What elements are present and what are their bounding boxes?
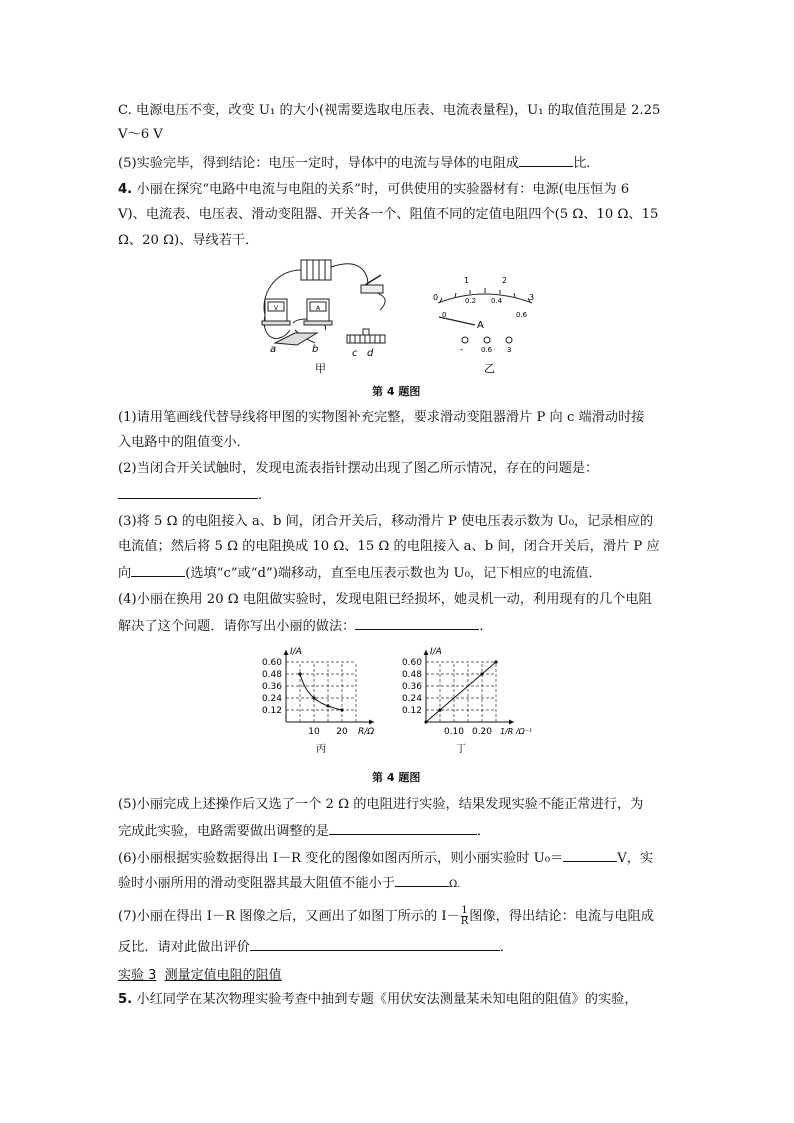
sub6-text: (6)小丽根据实验数据得出 I－R 变化的图像如图丙所示，则小丽实验时 U₀＝ [118, 851, 564, 866]
battery-icon [301, 260, 331, 280]
answer-blank[interactable] [395, 872, 449, 887]
fraction-1-over-R [461, 906, 469, 927]
y-tick-label: 0.24 [261, 694, 282, 704]
y-axis-label: I/A [290, 647, 302, 657]
y-axis-arrow [284, 650, 289, 655]
ammeter-dial [438, 288, 535, 325]
meter-top-3: 3 [529, 293, 535, 302]
answer-blank[interactable] [329, 820, 477, 835]
data-point [424, 720, 427, 723]
data-point [480, 672, 483, 675]
chart-title: 丁 [456, 744, 466, 755]
y-tick-label: 0.12 [261, 706, 282, 716]
sub4-text: 解决了这个问题．请你写出小丽的做法： [118, 619, 356, 634]
meter-top-0: 0 [433, 293, 439, 302]
option-c-line: C. 电源电压不变，改变 U₁ 的大小(视需要选取电压表、电流表量程)，U₁ 的取值范围是 2.25 [118, 103, 661, 118]
x-axis-arrow [509, 720, 514, 725]
figure-circuit [255, 255, 555, 375]
label-c: c [352, 348, 358, 359]
terminal-neg [462, 337, 468, 343]
x-tick-label: 20 [336, 727, 348, 737]
sub7-text-2: 反比．请对此做出评价 [118, 940, 250, 955]
series-line [426, 662, 496, 722]
y-tick-label: 0.60 [401, 658, 422, 668]
y-axis-label: I/A [430, 647, 442, 657]
sub5-text: 完成此实验，电路需要做出调整的是 [118, 824, 329, 839]
question-4-number: 4. [118, 182, 133, 197]
sub2-answer [118, 484, 678, 506]
terminal-3 [506, 337, 512, 343]
sub1-line-1: (1)请用笔画线代替导线将甲图的实物图补充完整，要求滑动变阻器滑片 P 向 c 端滑动时接 [118, 410, 645, 425]
label-jia: 甲 [315, 362, 326, 375]
sub2-line: (2)当闭合开关试触时，发现电流表指针摆动出现了图乙所示情况，存在的问题是： [118, 461, 599, 476]
y-tick-label: 0.36 [401, 682, 422, 692]
sub6-line-2 [118, 872, 678, 895]
meter-unit: A [477, 320, 484, 331]
voltmeter-icon [262, 299, 290, 325]
section-label: 实验 3 [118, 968, 157, 983]
sub3-line-2: 电流值；然后将 5 Ω 的电阻换成 10 Ω、15 Ω 的电阻接入 a、b 间，闭合开关后，滑片 P 应 [118, 539, 660, 554]
label-yi: 乙 [484, 362, 495, 375]
sub3-line-3 [118, 562, 678, 584]
data-point [298, 672, 301, 675]
sub5-line-1: (5)小丽完成上述操作后又选了一个 2 Ω 的电阻进行实验，结果发现实验不能正常进行，为 [118, 797, 644, 812]
sub5-line-2 [118, 820, 678, 842]
sub4-line-2 [118, 615, 678, 637]
data-point [340, 708, 343, 711]
rheostat-icon [347, 329, 385, 343]
sub5-tail: 比． [573, 156, 600, 171]
switch-icon [361, 275, 383, 293]
chart-ding [388, 644, 548, 759]
sub6-unit: Ω. [448, 879, 461, 890]
sub6-text-2: 验时小丽所用的滑动变阻器其最大阻值不能小于 [118, 876, 395, 891]
answer-blank[interactable] [563, 847, 617, 862]
figure-caption-1: 第 4 题图 [372, 385, 421, 398]
data-point [494, 660, 497, 663]
y-tick-label: 0.48 [261, 670, 282, 680]
answer-blank[interactable] [118, 484, 258, 499]
sub4-line-1: (4)小丽在换用 20 Ω 电阻做实验时，发现电阻已经损坏，她灵机一动，利用现有的几个电阻 [118, 592, 652, 607]
answer-blank[interactable] [355, 615, 479, 630]
sub3-line-1: (3)将 5 Ω 的电阻接入 a、b 间，闭合开关后，移动滑片 P 使电压表示数为 U₀，记录相应的 [118, 514, 654, 529]
section-heading [118, 964, 282, 983]
meter-bot-3: 0.6 [516, 311, 528, 319]
question-4-line-2: V)、电流表、电压表、滑动变阻器、开关各一个、阻值不同的定值电阻四个(5 Ω、10 Ω、15 [118, 207, 659, 222]
meter-bot-1: 0.2 [465, 297, 477, 305]
figure-caption-2: 第 4 题图 [372, 771, 421, 784]
sub6-tail: V，实 [617, 851, 654, 866]
sub7-text: (7)小丽在得出 I－R 图像之后，又画出了如图丁所示的 I－ [118, 909, 460, 924]
y-tick-label: 0.12 [401, 706, 422, 716]
sub2-period: ． [258, 488, 272, 503]
sub5-text: (5)实验完毕，得到结论：电压一定时，导体中的电流与导体的电阻成 [118, 156, 520, 171]
option-c-line-2: V～6 V [118, 127, 163, 142]
sub7-period: ． [499, 940, 514, 955]
question-5-line [118, 990, 678, 1010]
meter-bot-2: 0.4 [491, 297, 503, 305]
y-axis-arrow [424, 650, 429, 655]
question-5-sub [118, 152, 678, 174]
x-axis-label: 1/R /Ω⁻¹ [500, 727, 533, 736]
chart-bing [248, 644, 398, 759]
y-tick-label: 0.60 [261, 658, 282, 668]
series-line [300, 674, 342, 710]
label-d: d [367, 348, 374, 359]
label-a: a [270, 344, 277, 355]
answer-blank[interactable] [519, 152, 573, 167]
data-point [438, 708, 441, 711]
sub3-prefix: 向 [118, 566, 132, 581]
sub3-tail: (选填“c”或“d”)端移动，直至电压表示数也为 U₀，记下相应的电流值． [185, 566, 602, 581]
meter-top-1: 1 [464, 276, 470, 285]
sub4-period: ． [479, 619, 493, 634]
meter-bot-0: 0 [442, 311, 447, 319]
sub7-tail: 图像，得出结论：电流与电阻成 [469, 909, 654, 924]
q5-text: 小红同学在某次物理实验考查中抽到专题《用伏安法测量某未知电阻的阻值》的实验， [132, 992, 638, 1007]
sub1-line-2: 入电路中的阻值变小． [118, 435, 250, 450]
data-point [326, 704, 329, 707]
terminal-label-3: 3 [507, 346, 512, 354]
x-axis-label: R/Ω [358, 727, 375, 737]
data-point [312, 696, 315, 699]
question-4-line-1 [118, 180, 678, 200]
y-tick-label: 0.36 [261, 682, 282, 692]
answer-blank[interactable] [131, 562, 185, 577]
ammeter-icon [304, 299, 332, 325]
label-b: b [312, 344, 319, 355]
sub7-line-2 [118, 936, 678, 958]
answer-blank[interactable] [250, 936, 500, 951]
sub5-period: ． [477, 824, 491, 839]
question-5-number: 5. [118, 992, 133, 1007]
frac-num: 1 [461, 905, 468, 916]
section-title: 测量定值电阻的阻值 [164, 968, 282, 983]
terminal-label-neg: - [460, 345, 464, 355]
x-tick-label: 0.10 [443, 727, 465, 737]
question-4-line-3: Ω、20 Ω)、导线若干． [118, 233, 259, 248]
terminal-label-06: 0.6 [481, 346, 493, 354]
q4-text-1: 小丽在探究“电路中电流与电阻的关系”时，可供使用的实验器材有：电源(电压恒为 6 [132, 182, 630, 197]
sub6-line-1 [118, 847, 678, 869]
chart-title: 丙 [316, 744, 326, 755]
x-tick-label: 10 [308, 727, 320, 737]
x-tick-label: 0.20 [471, 727, 493, 737]
svg-text:V: V [273, 305, 279, 312]
sub7-line-1 [118, 904, 678, 930]
x-axis-arrow [369, 720, 374, 725]
resistor-icon [275, 333, 317, 345]
frac-den: R [460, 916, 469, 927]
meter-top-2: 2 [502, 276, 508, 285]
y-tick-label: 0.24 [401, 694, 422, 704]
terminal-06 [484, 337, 490, 343]
svg-text:A: A [315, 305, 321, 312]
y-tick-label: 0.48 [401, 670, 422, 680]
